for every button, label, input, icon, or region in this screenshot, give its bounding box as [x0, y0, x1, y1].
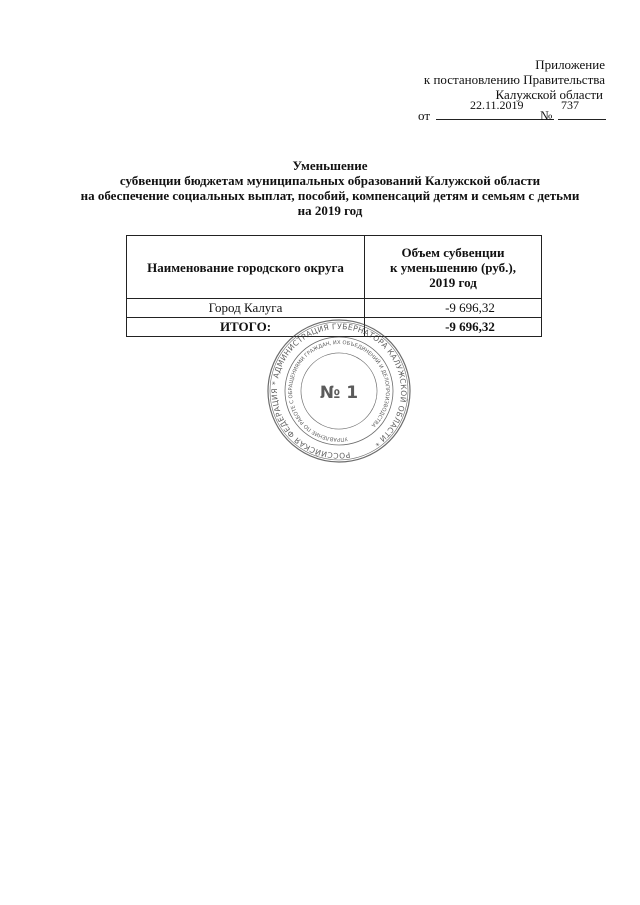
appendix-line-2: к постановлению Правительства [423, 72, 605, 87]
amount-header-line-3: 2019 год [429, 274, 477, 290]
date-prefix: от [418, 108, 431, 123]
official-seal-stamp [266, 318, 412, 464]
title-line-4: на 2019 год [297, 203, 363, 218]
seal-inner-text: УПРАВЛЕНИЕ ПО РАБОТЕ С ОБРАЩЕНИЯМИ ГРАЖДАН, ИХ ОБЪЕДИНЕНИЙ И ДЕЛОПРОИЗВОДСТВА [287, 339, 391, 443]
amount-header-line-1: Объем субвенции [401, 244, 505, 260]
total-value: -9 696,32 [365, 318, 542, 337]
table-row [127, 299, 542, 318]
seal-center-number: № 1 [319, 383, 359, 403]
amount-header-line-2: к уменьшению (руб.), [389, 259, 516, 275]
appendix-header [424, 57, 605, 102]
column-header-amount [365, 236, 542, 299]
seal-outer-text: РОССИЙСКАЯ ФЕДЕРАЦИЯ * АДМИНИСТРАЦИЯ ГУБЕРНАТОРА КАЛУЖСКОЙ ОБЛАСТИ * [269, 321, 409, 461]
document-date: 22.11.2019 [470, 98, 524, 112]
appendix-line-1: Приложение [535, 57, 605, 72]
district-name-cell: Город Калуга [127, 299, 365, 318]
appendix-line-3: Калужской области [495, 87, 603, 102]
title-line-1: Уменьшение [292, 158, 368, 173]
date-number-line [418, 98, 608, 123]
number-prefix: № [540, 108, 553, 123]
total-label: ИТОГО: [127, 318, 365, 337]
title-line-2: субвенции бюджетам муниципальных образований Калужской области [119, 173, 541, 188]
document-title [40, 158, 620, 218]
column-header-district: Наименование городского округа [127, 236, 365, 299]
amount-cell: -9 696,32 [365, 299, 542, 318]
title-line-3: на обеспечение социальных выплат, пособий, компенсаций детям и семьям с детьми [80, 188, 580, 203]
document-number: 737 [561, 98, 579, 112]
table-header-row [127, 236, 542, 299]
